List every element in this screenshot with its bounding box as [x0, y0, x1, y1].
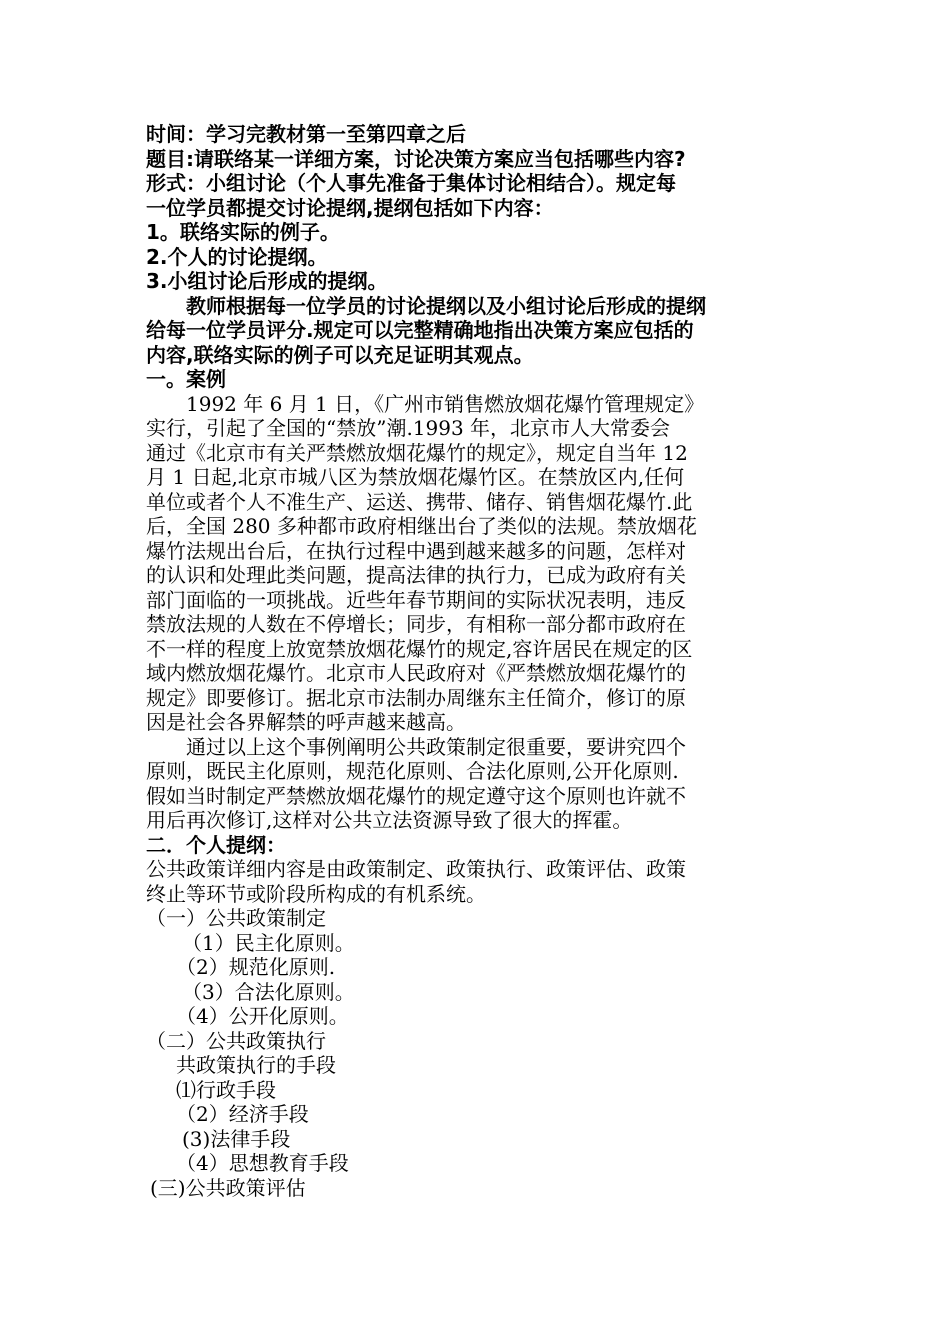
form-line-2: 一位学员都提交讨论提纲,提纲包括如下内容：: [146, 195, 554, 220]
outline-intro-line: 终止等环节或阶段所构成的有机系统。: [146, 881, 486, 906]
section-2-item: ⑴行政手段: [176, 1077, 276, 1102]
document-page: [146, 122, 806, 1200]
case-para1-line: 月 1 日起,北京市城八区为禁放烟花爆竹区。在禁放区内,任何: [146, 465, 685, 489]
requirement-item-2: 2.个人的讨论提纲。: [146, 244, 328, 269]
case-para1-line: 爆竹法规出台后，在执行过程中遇到越来越多的问题，怎样对: [146, 538, 686, 563]
section-1-heading: （一）公共政策制定: [146, 906, 326, 930]
case-para1-line: 1992 年 6 月 1 日，《广州市销售燃放烟花爆竹管理规定》: [186, 391, 705, 416]
section-2-item: （2）经济手段: [176, 1102, 309, 1126]
section-3-heading: (三)公共政策评估: [150, 1175, 306, 1200]
case-para2-line: 用后再次修订,这样对公共立法资源导致了很大的挥霍。: [146, 808, 633, 832]
outline-heading: 二．个人提纲：: [146, 832, 286, 857]
case-para1-line: 因是社会各界解禁的呼声越来越高。: [146, 710, 466, 734]
grading-line-2: 给每一位学员评分.规定可以完整精确地指出决策方案应包括的: [146, 318, 694, 342]
form-line-1: 形式：小组讨论（个人事先准备于集体讨论相结合）。规定每: [146, 171, 676, 195]
time-line: 时间：学习完教材第一至第四章之后: [146, 122, 466, 146]
section-1-item: （4）公开化原则。: [176, 1004, 349, 1028]
section-2-item: （4）思想教育手段: [176, 1151, 349, 1175]
requirement-item-1: 1。联络实际的例子。: [146, 220, 340, 244]
case-para2-line: 原则，既民主化原则，规范化原则、合法化原则,公开化原则.: [146, 759, 679, 783]
topic-line: 题目:请联络某一详细方案，讨论决策方案应当包括哪些内容?: [146, 146, 686, 171]
case-para2-line: 通过以上这个事例阐明公共政策制定很重要，要讲究四个: [186, 734, 686, 759]
section-2-subheading: 共政策执行的手段: [176, 1053, 336, 1077]
section-1-item: （3）合法化原则。: [182, 979, 355, 1004]
case-para2-line: 假如当时制定严禁燃放烟花爆竹的规定遵守这个原则也许就不: [146, 783, 686, 808]
case-para1-line: 通过《北京市有关严禁燃放烟花爆竹的规定》，规定自当年 12: [146, 440, 688, 465]
case-para1-line: 单位或者个人不准生产、运送、携带、储存、销售烟花爆竹.此: [146, 489, 693, 514]
case-para1-line: 部门面临的一项挑战。近些年春节期间的实际状况表明，违反: [146, 587, 686, 612]
section-1-item: （1）民主化原则。: [182, 930, 355, 955]
case-para1-line: 禁放法规的人数在不停增长；同步，有相称一部分都市政府在: [146, 612, 686, 636]
section-1-item: （2）规范化原则.: [176, 955, 336, 979]
case-para1-line: 域内燃放烟花爆竹。北京市人民政府对《严禁燃放烟花爆竹的: [146, 661, 686, 685]
case-heading: 一。案例: [146, 367, 226, 391]
case-para1-line: 不一样的程度上放宽禁放烟花爆竹的规定,容许居民在规定的区: [146, 636, 693, 661]
case-para1-line: 实行，引起了全国的“禁放”潮.1993 年，北京市人大常委会: [146, 416, 671, 440]
section-2-item: (3)法律手段: [182, 1126, 291, 1151]
requirement-item-3: 3.小组讨论后形成的提纲。: [146, 269, 388, 293]
outline-intro-line: 公共政策详细内容是由政策制定、政策执行、政策评估、政策: [146, 857, 686, 881]
grading-line-3: 内容,联络实际的例子可以充足证明其观点。: [146, 342, 534, 367]
grading-line-1: 教师根据每一位学员的讨论提纲以及小组讨论后形成的提纲: [186, 293, 706, 318]
case-para1-line: 后，全国 280 多种都市政府相继出台了类似的法规。禁放烟花: [146, 514, 697, 538]
case-para1-line: 的认识和处理此类问题，提高法律的执行力，已成为政府有关: [146, 563, 686, 587]
case-para1-line: 规定》即要修订。据北京市法制办周继东主任简介，修订的原: [146, 685, 686, 710]
section-2-heading: （二）公共政策执行: [146, 1028, 326, 1053]
